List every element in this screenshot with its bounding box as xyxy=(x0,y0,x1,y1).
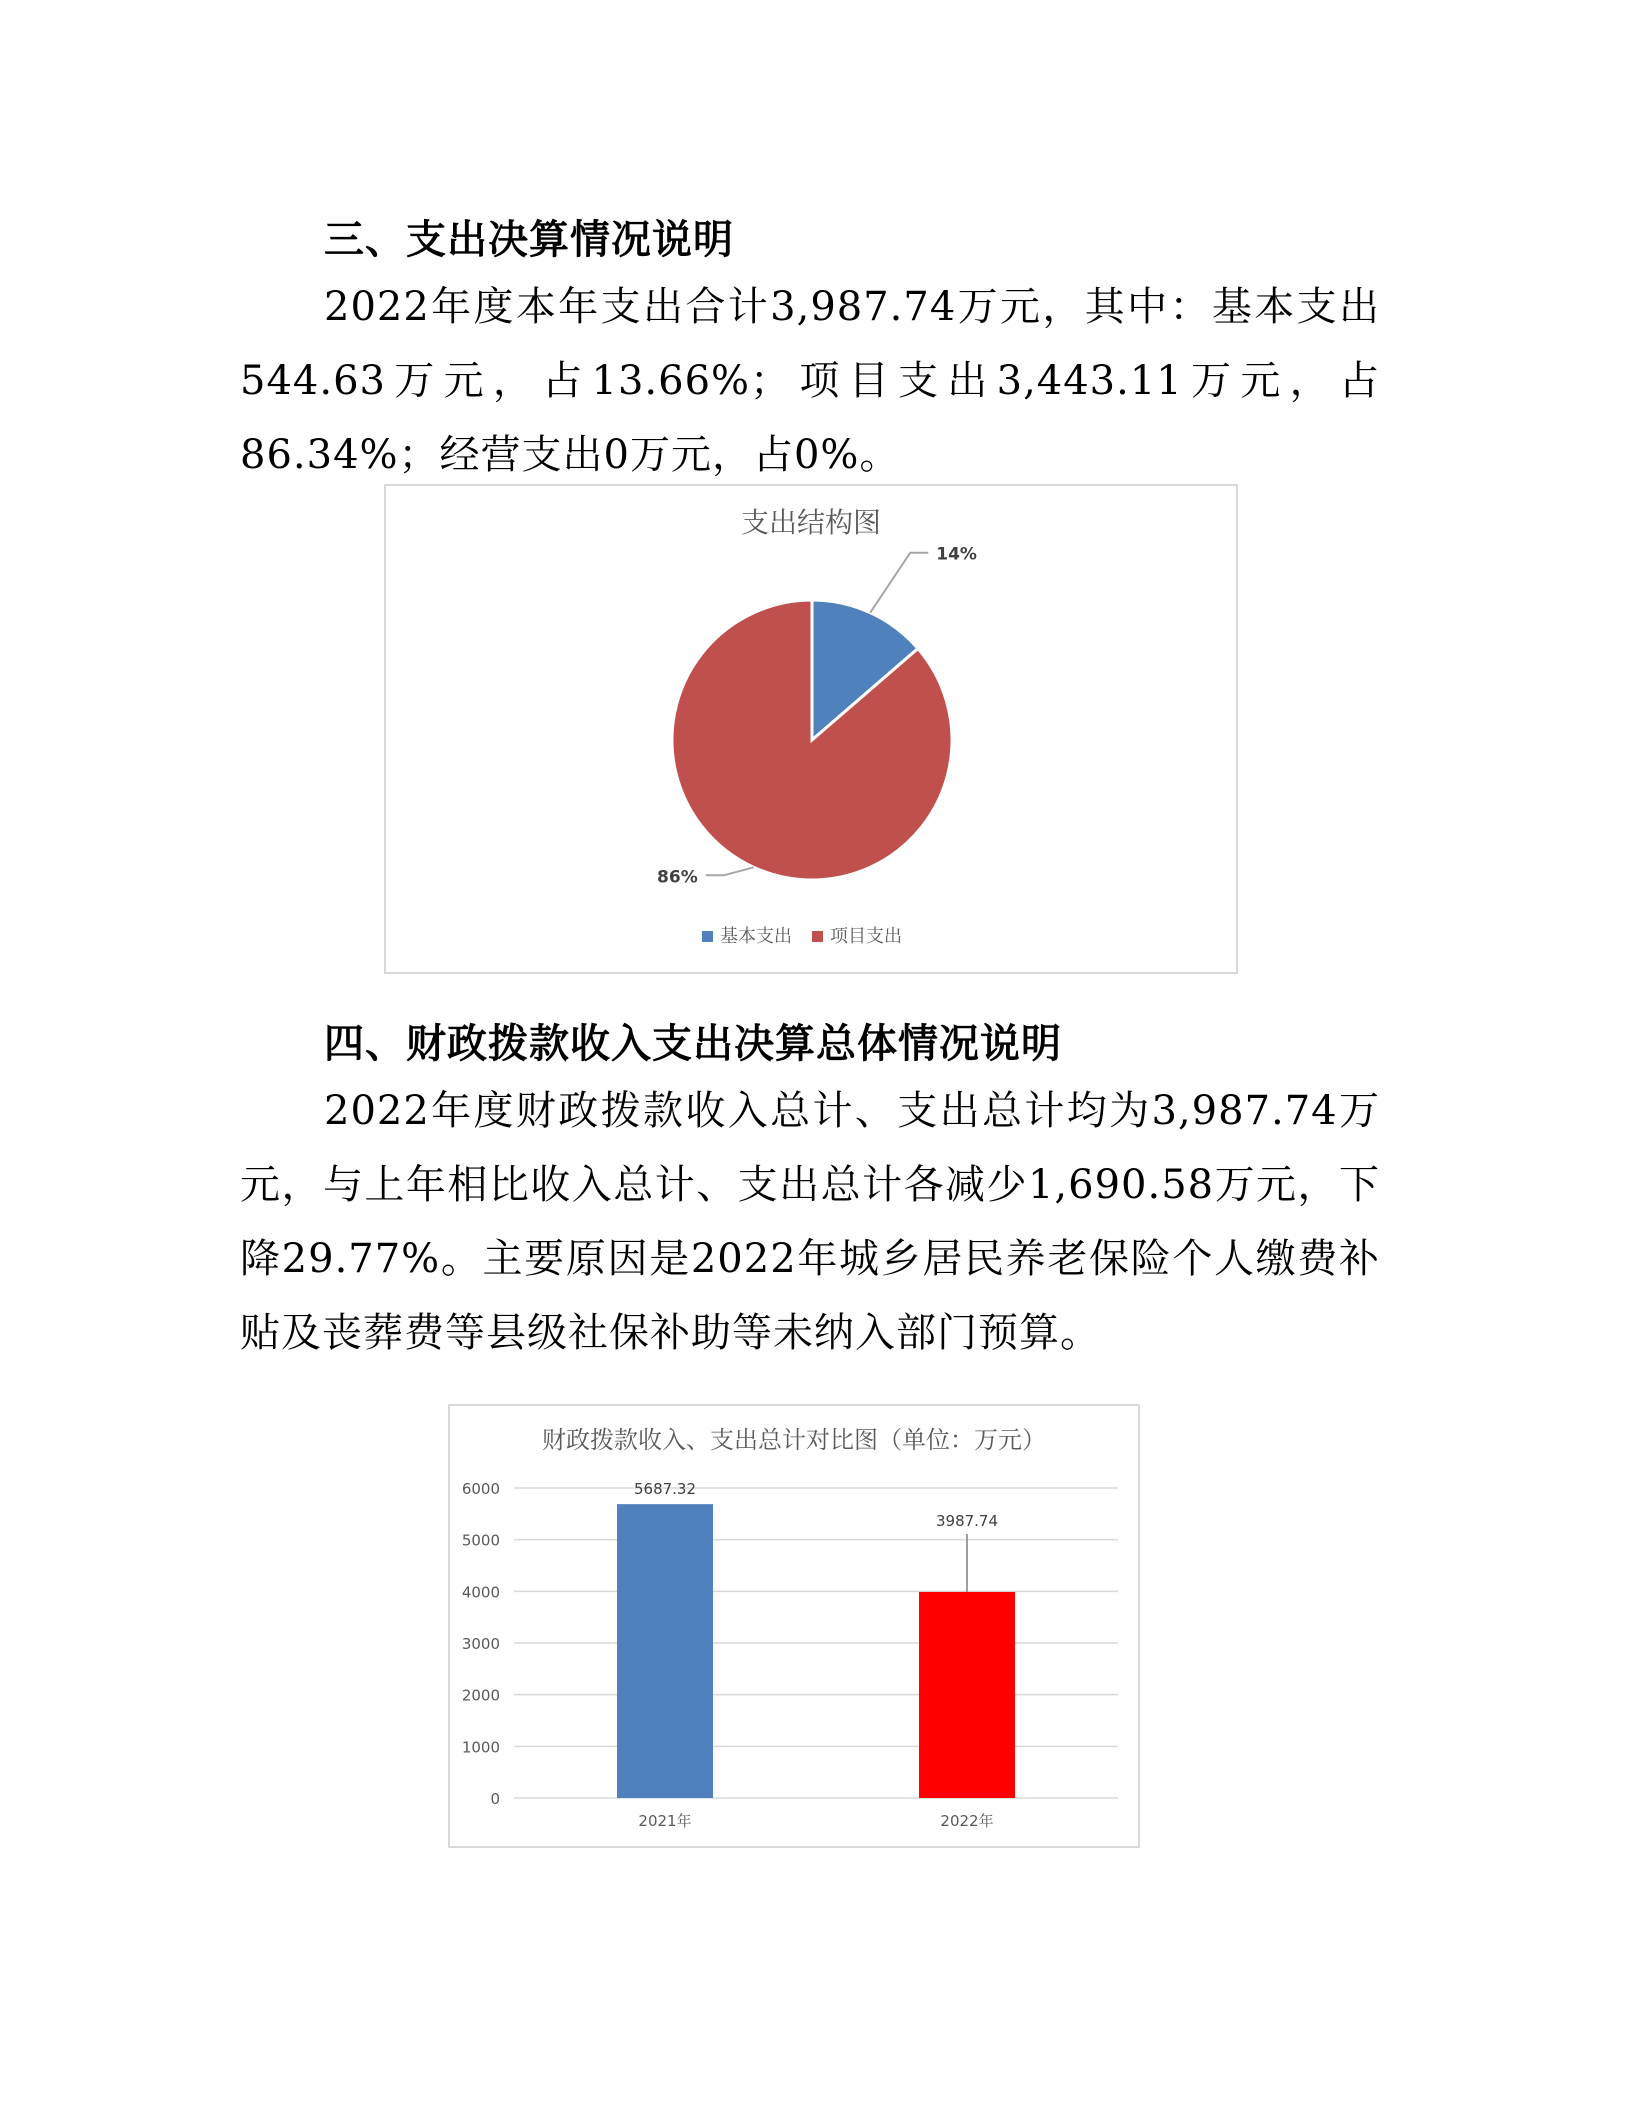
x-category-label-1: 2021年 xyxy=(638,1812,692,1830)
legend-label-2: 项目支出 xyxy=(830,926,902,947)
pie-chart xyxy=(386,486,1236,972)
pie-leader-line-1 xyxy=(870,553,928,613)
pie-data-label-1: 14% xyxy=(936,544,977,565)
y-tick-label-6: 6000 xyxy=(461,1480,500,1498)
y-tick-label-0: 0 xyxy=(490,1790,500,1808)
bar-chart xyxy=(450,1406,1138,1846)
pie-chart-container xyxy=(384,484,1238,974)
legend-swatch-1 xyxy=(702,931,713,942)
bar-value-label-1: 5687.32 xyxy=(633,1480,697,1499)
bar-chart-title: 财政拨款收入、支出总计对比图（单位：万元） xyxy=(542,1426,1046,1454)
section4-paragraph: 2022年度财政拨款收入总计、支出总计均为3,987.74万元，与上年相比收入总计、支出总计各减少1,690.58万元，下降29.77%。主要原因是2022年城乡居民养老保险个人缴费补贴及丧葬费等县级社保补助等未纳入部门预算。 xyxy=(240,1088,1380,1356)
bar-chart-container xyxy=(448,1404,1140,1848)
section4-heading: 四、财政拨款收入支出决算总体情况说明 xyxy=(324,1021,1062,1067)
pie-leader-line-2 xyxy=(706,867,754,875)
bar-value-label-2: 3987.74 xyxy=(935,1511,999,1530)
bar-1 xyxy=(617,1504,713,1798)
y-tick-label-1: 1000 xyxy=(461,1738,500,1757)
y-tick-label-5: 5000 xyxy=(461,1531,500,1550)
bar-2 xyxy=(919,1592,1015,1798)
pie-chart-title: 支出结构图 xyxy=(740,506,882,539)
pie-data-label-2: 86% xyxy=(657,867,698,888)
y-tick-label-4: 4000 xyxy=(461,1583,500,1602)
legend-label-1: 基本支出 xyxy=(720,926,792,947)
x-category-label-2: 2022年 xyxy=(940,1812,994,1830)
legend-swatch-2 xyxy=(812,931,823,942)
section3-paragraph: 2022年度本年支出合计3,987.74万元，其中：基本支出544.63万元，占13.66%；项目支出3,443.11万元，占86.34%；经营支出0万元，占0%。 xyxy=(240,284,1380,478)
y-tick-label-2: 2000 xyxy=(461,1686,500,1705)
y-tick-label-3: 3000 xyxy=(461,1635,500,1653)
section3-heading: 三、支出决算情况说明 xyxy=(324,217,734,263)
